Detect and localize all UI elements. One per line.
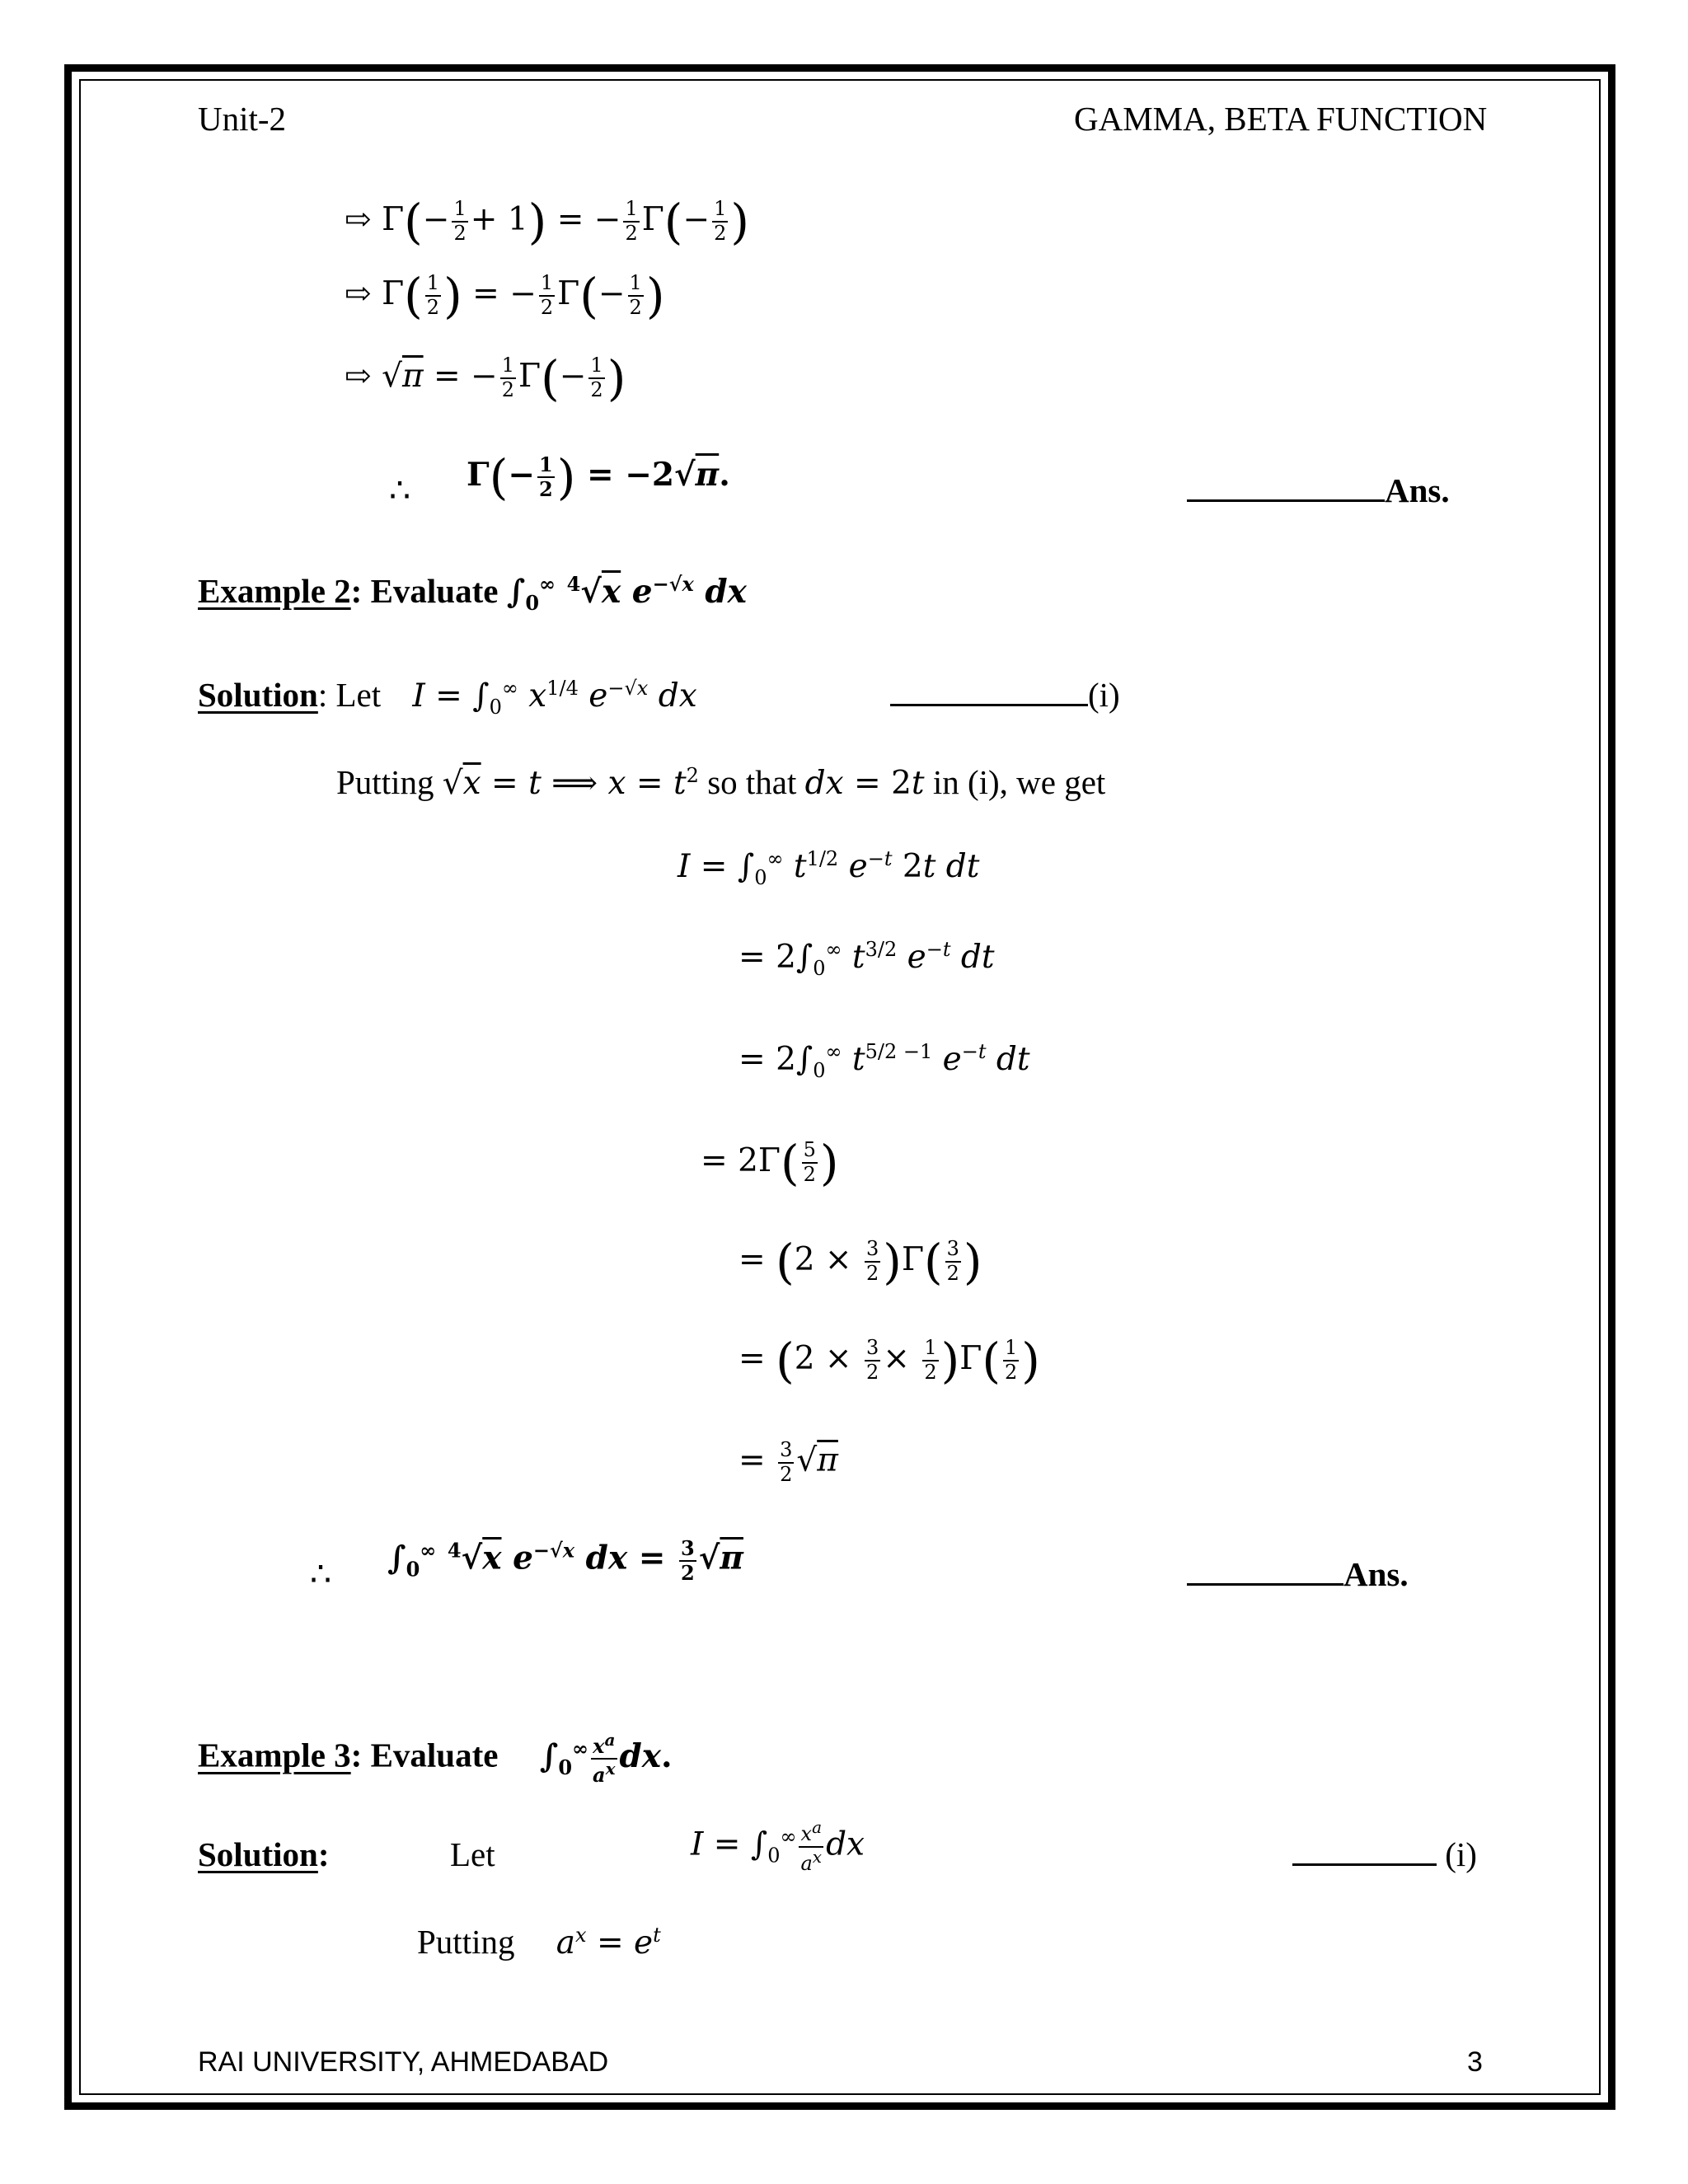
- integral-step-1: $I = \int_0^\infty$ $t^{1/2}$ $e^{-t}$ 2t dt: [678, 847, 980, 889]
- example-3-solution: Solution:: [198, 1835, 330, 1873]
- footer-page-number: 3: [1467, 2046, 1483, 2078]
- example-3-putting: Putting $a^x = e^t$: [417, 1923, 661, 1961]
- integral-step-3: = $2\int_0^\infty$ $t^{5/2 -1}$ $e^{-t}$ dt: [738, 1040, 1030, 1082]
- eq-tag-i: (i): [890, 678, 1120, 712]
- gamma-step-c: = (2 × $\frac{3}{2}$ × $\frac{1}{2}$ )Γ( $\frac{1}{2}$ ): [738, 1333, 1040, 1389]
- footer-university: RAI UNIVERSITY, AHMEDABAD: [198, 2046, 609, 2078]
- therefore-symbol: ∴: [389, 471, 411, 509]
- gamma-step-2: ⇨ Γ( $\frac{1}{2}$ ) = − $\frac{1}{2}$ Γ(− $\frac{1}{2}$ ): [345, 268, 665, 324]
- example-2-result: $\int_0^\infty$ $^4$√x $e^{-√x}$ dx = $\frac{3}{2}$ √π: [387, 1536, 743, 1585]
- gamma-step-3: ⇨ √π = − $\frac{1}{2}$ Γ(− $\frac{1}{2}$ ): [345, 350, 626, 406]
- example-2-heading: Example 2: Evaluate $\int_0^\infty$ $^4$√x $e^{-√x}$ dx: [198, 572, 747, 615]
- implies-arrow-icon: ⇨: [345, 201, 372, 238]
- page-border-inner: [79, 79, 1601, 2095]
- substitution-line: Putting √x = t ⟹ $x = t^2$ so that dx = 2t in (i), we get: [336, 763, 1106, 802]
- ans-line-1: Ans.: [1187, 474, 1450, 508]
- gamma-result: Γ(− $\frac{1}{2}$ ) = −2√π.: [467, 449, 730, 505]
- gamma-step-d: = $\frac{3}{2}$ √π: [738, 1438, 838, 1486]
- header-title: GAMMA, BETA FUNCTION: [1074, 100, 1488, 138]
- eq-tag-i-2: (i): [1292, 1838, 1477, 1872]
- ans-line-2: Ans.: [1187, 1558, 1409, 1591]
- example-3-integral: $I = \int_0^\infty$ $\frac{x^a}{a^x}$ dx: [691, 1817, 865, 1875]
- gamma-step-a: = 2Γ( $\frac{5}{2}$ ): [701, 1135, 839, 1191]
- gamma-step-1: ⇨ Γ(− $\frac{1}{2}$ + 1) = − $\frac{1}{2}$ Γ(− $\frac{1}{2}$ ): [345, 194, 750, 250]
- example-2-solution: Solution: Let $I = \int_0^\infty$ $x^{1/4}$ $e^{-√x}$ dx: [198, 676, 697, 719]
- example-3-let: Let: [450, 1835, 495, 1873]
- implies-arrow-icon: ⇨: [345, 358, 372, 395]
- header-unit: Unit-2: [198, 100, 287, 138]
- example-3-heading: Example 3: Evaluate $\int_0^\infty$ $\frac{x^a}{a^x}$ dx.: [198, 1730, 673, 1787]
- implies-arrow-icon: ⇨: [345, 275, 372, 312]
- therefore-symbol-2: ∴: [310, 1555, 332, 1593]
- integral-step-2: = $2\int_0^\infty$ $t^{3/2}$ $e^{-t}$ dt: [738, 938, 995, 980]
- gamma-step-b: = (2 × $\frac{3}{2}$ )Γ( $\frac{3}{2}$ ): [738, 1234, 982, 1290]
